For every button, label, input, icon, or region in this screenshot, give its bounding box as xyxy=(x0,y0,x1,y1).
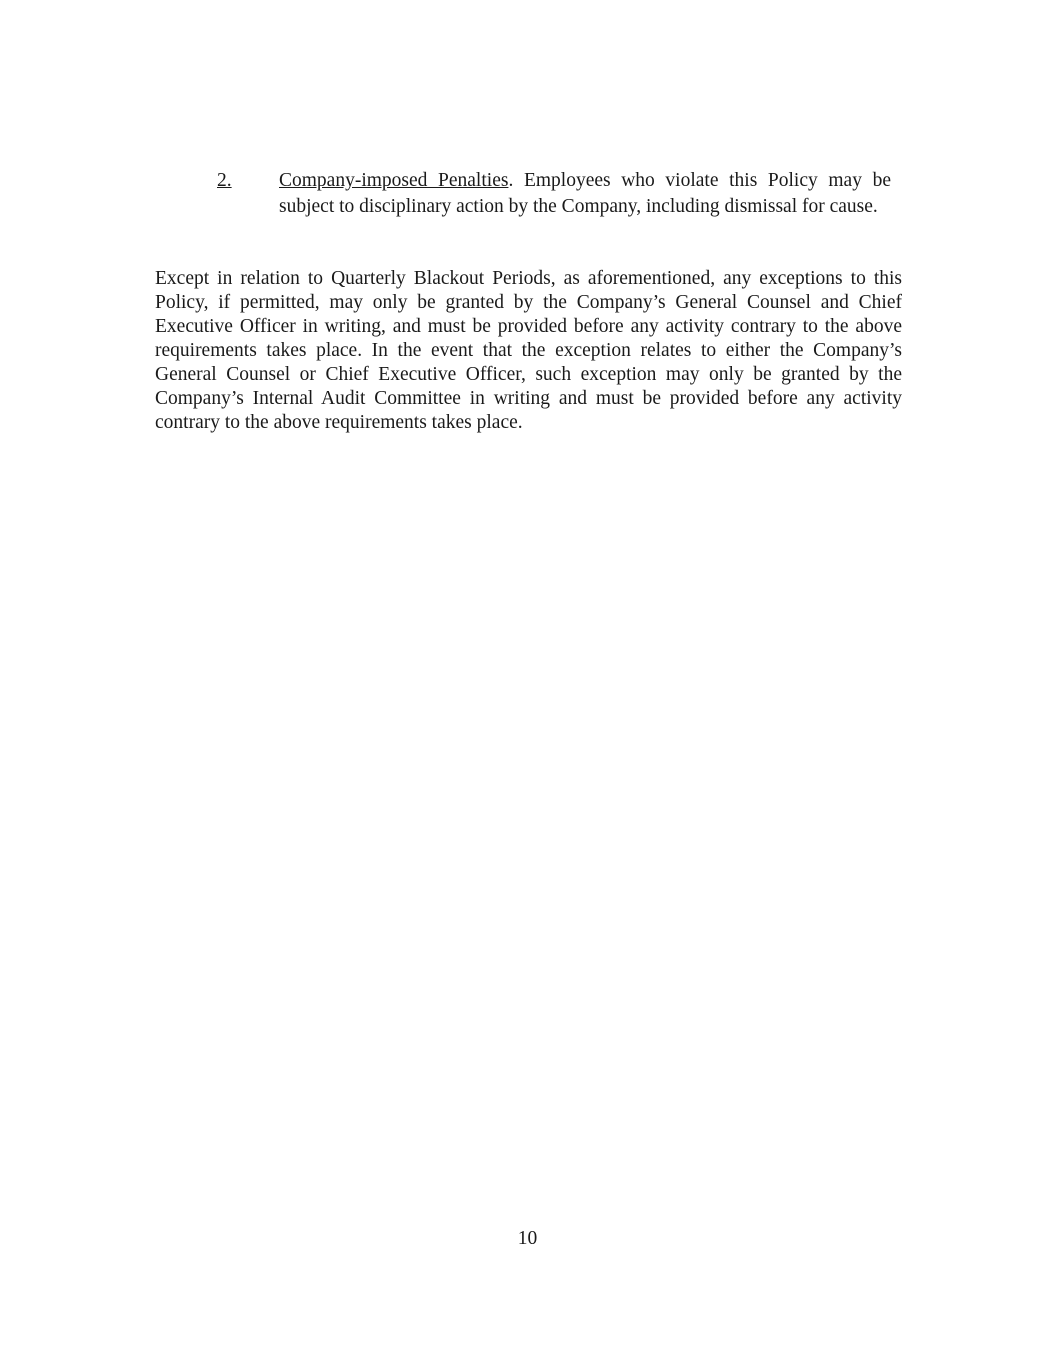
list-item-text: . Employees who violate this Policy may be subject to disciplinary action by the Company, including dismissal for cause. xyxy=(279,170,891,217)
exceptions-paragraph: Except in relation to Quarterly Blackout Periods, as aforementioned, any exceptions to this Policy, if permitted, may only be granted by the Company’s General Counsel and Chief Executive Officer in writing, and must be provided before any activity contrary to the above requirements takes place. In the event that the exception relates to either the Company’s General Counsel or Chief Executive Officer, such exception may only be granted by the Company’s Internal Audit Committee in writing and must be provided before any activity contrary to the above requirements takes place. xyxy=(155,268,902,433)
page-number: 10 xyxy=(517,1228,538,1249)
list-item-body xyxy=(279,168,891,220)
list-item-heading: Company-imposed Penalties xyxy=(279,170,509,191)
list-item-number: 2. xyxy=(217,170,232,191)
